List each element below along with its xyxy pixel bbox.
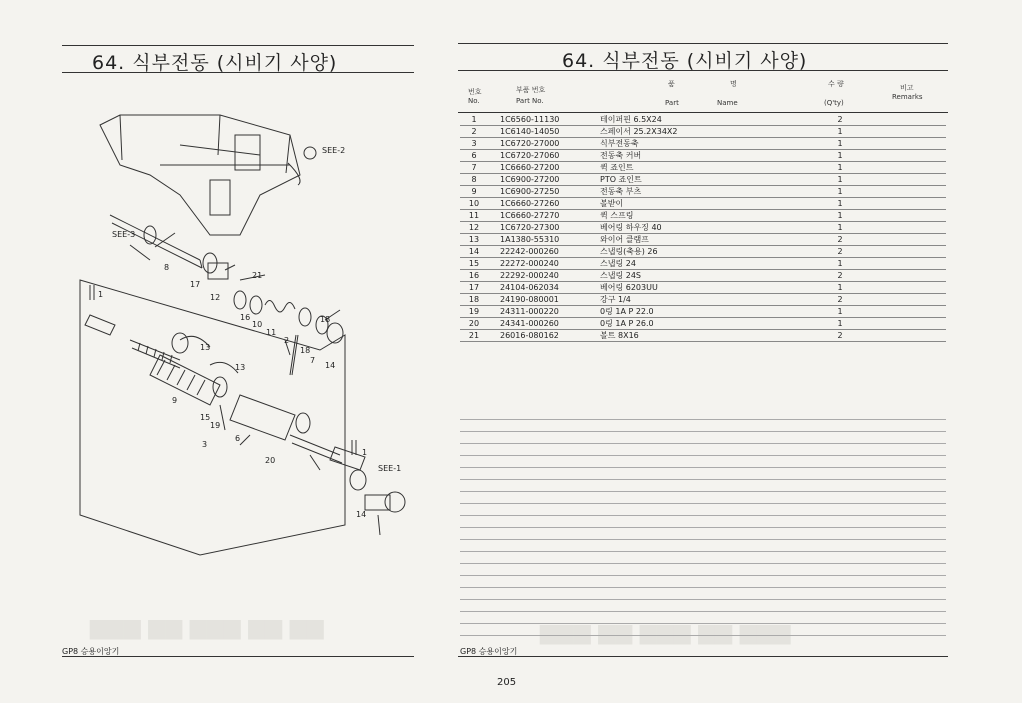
header-part-kr: 부품 번호	[516, 86, 546, 94]
left-footer: GP8 승용이앙기	[62, 647, 120, 656]
header-no-kr: 번호	[468, 88, 482, 96]
callout-9: 9	[172, 396, 178, 405]
right-title-rule	[458, 70, 948, 71]
callout-see-1: SEE-1	[378, 464, 402, 473]
quick-joint-right	[330, 447, 368, 470]
table-row: 21 26016-080162 볼트 8X16 2	[460, 330, 946, 342]
right-footer: GP8 승용이앙기	[460, 647, 518, 656]
table-row: 3 1C6720-27000 식부전동축 1	[460, 138, 946, 150]
right-page	[440, 0, 1022, 703]
table-row: 8 1C6900-27200 PTO 죠인트 1	[460, 174, 946, 186]
callout-2: 2	[284, 336, 290, 345]
left-page-title: 64. 식부전동 (시비기 사양)	[92, 52, 338, 74]
bleed-through-left: ▆▆▆ ▆▆ ▆▆▆ ▆▆ ▆▆	[90, 615, 324, 640]
callout-17: 17	[190, 280, 201, 289]
callout-15: 15	[200, 413, 211, 422]
callout-16: 16	[240, 313, 251, 322]
callout-20: 20	[265, 456, 276, 465]
table-row: 17 24104-062034 베어링 6203UU 1	[460, 282, 946, 294]
header-name-en-1: Part	[665, 99, 679, 107]
clamp-13b	[210, 362, 238, 373]
header-remarks-kr: 비고	[900, 84, 914, 92]
callout-21: 21	[252, 271, 263, 280]
spring-11	[265, 300, 295, 312]
exploded-parts-diagram	[60, 85, 420, 625]
left-footer-rule	[62, 656, 414, 657]
callout-13b: 13	[235, 363, 246, 372]
callout-1b: 1	[362, 448, 368, 457]
header-part-en: Part No.	[516, 97, 544, 105]
callout-6: 6	[235, 434, 241, 443]
header-name-en-2: Name	[717, 99, 738, 107]
boot-9	[150, 355, 220, 405]
callout-12: 12	[210, 293, 221, 302]
right-page-title: 64. 식부전동 (시비기 사양)	[562, 50, 808, 72]
callout-7: 7	[310, 356, 316, 365]
header-name-kr-2: 명	[730, 80, 737, 88]
callout-10: 10	[252, 320, 263, 329]
ball-seat-10	[250, 296, 262, 314]
right-title-top-rule	[458, 43, 948, 44]
callout-18a: 18	[320, 315, 331, 324]
callout-3: 3	[202, 440, 208, 449]
table-row: 9 1C6900-27250 전동축 부츠 1	[460, 186, 946, 198]
table-row: 11 1C6660-27270 퀵 스프링 1	[460, 210, 946, 222]
callout-1a: 1	[98, 290, 104, 299]
right-footer-rule	[458, 656, 948, 657]
callout-13a: 13	[200, 343, 211, 352]
callout-see-2: SEE-2	[322, 146, 346, 155]
table-row: 14 22242-000260 스냅링(축용) 26 2	[460, 246, 946, 258]
table-row: 13 1A1380-55310 와이어 클램프 2	[460, 234, 946, 246]
page-number: 205	[497, 677, 517, 688]
header-name-kr-1: 품	[668, 80, 675, 88]
table-row: 10 1C6660-27260 볼받이 1	[460, 198, 946, 210]
sub-assembly-frame	[80, 280, 345, 555]
header-qty-kr: 수 량	[828, 80, 844, 88]
table-row: 12 1C6720-27300 베어링 하우징 40 1	[460, 222, 946, 234]
callout-14b: 14	[356, 510, 367, 519]
table-row: 18 24190-080001 강구 1/4 2	[460, 294, 946, 306]
left-page	[0, 0, 440, 703]
callout-18b: 18	[300, 346, 311, 355]
header-no-en: No.	[468, 97, 480, 105]
frame-assembly	[100, 115, 300, 235]
callout-19: 19	[210, 421, 221, 430]
table-row: 16 22292-000240 스냅링 24S 2	[460, 270, 946, 282]
table-row: 6 1C6720-27060 전동축 커버 1	[460, 150, 946, 162]
callout-see-3: SEE-3	[112, 230, 136, 239]
left-title-rule	[62, 72, 414, 73]
bleed-through-right: ▆▆▆ ▆▆ ▆▆▆ ▆▆ ▆▆▆	[540, 620, 791, 645]
snap-ring-14-upper	[327, 323, 343, 343]
left-title-top-rule	[62, 45, 414, 46]
quick-joint-left	[85, 315, 115, 335]
table-row: 19 24311-000220 0링 1A P 22.0 1	[460, 306, 946, 318]
table-row: 15 22272-000240 스냅링 24 1	[460, 258, 946, 270]
shaft-8	[110, 215, 202, 268]
callout-11: 11	[266, 328, 277, 337]
table-row: 2 1C6140-14050 스페이서 25.2X34X2 1	[460, 126, 946, 138]
snap-ring-16	[234, 291, 246, 309]
callout-8: 8	[164, 263, 170, 272]
callout-14a: 14	[325, 361, 336, 370]
table-row: 20 24341-000260 0링 1A P 26.0 1	[460, 318, 946, 330]
header-bottom-rule	[458, 112, 948, 113]
table-row: 7 1C6660-27200 퀵 죠인트 1	[460, 162, 946, 174]
header-remarks-en: Remarks	[892, 93, 923, 101]
table-row: 1 1C6560-11130 테이퍼핀 6.5X24 2	[460, 114, 946, 126]
header-qty-en: (Q'ty)	[824, 99, 844, 107]
